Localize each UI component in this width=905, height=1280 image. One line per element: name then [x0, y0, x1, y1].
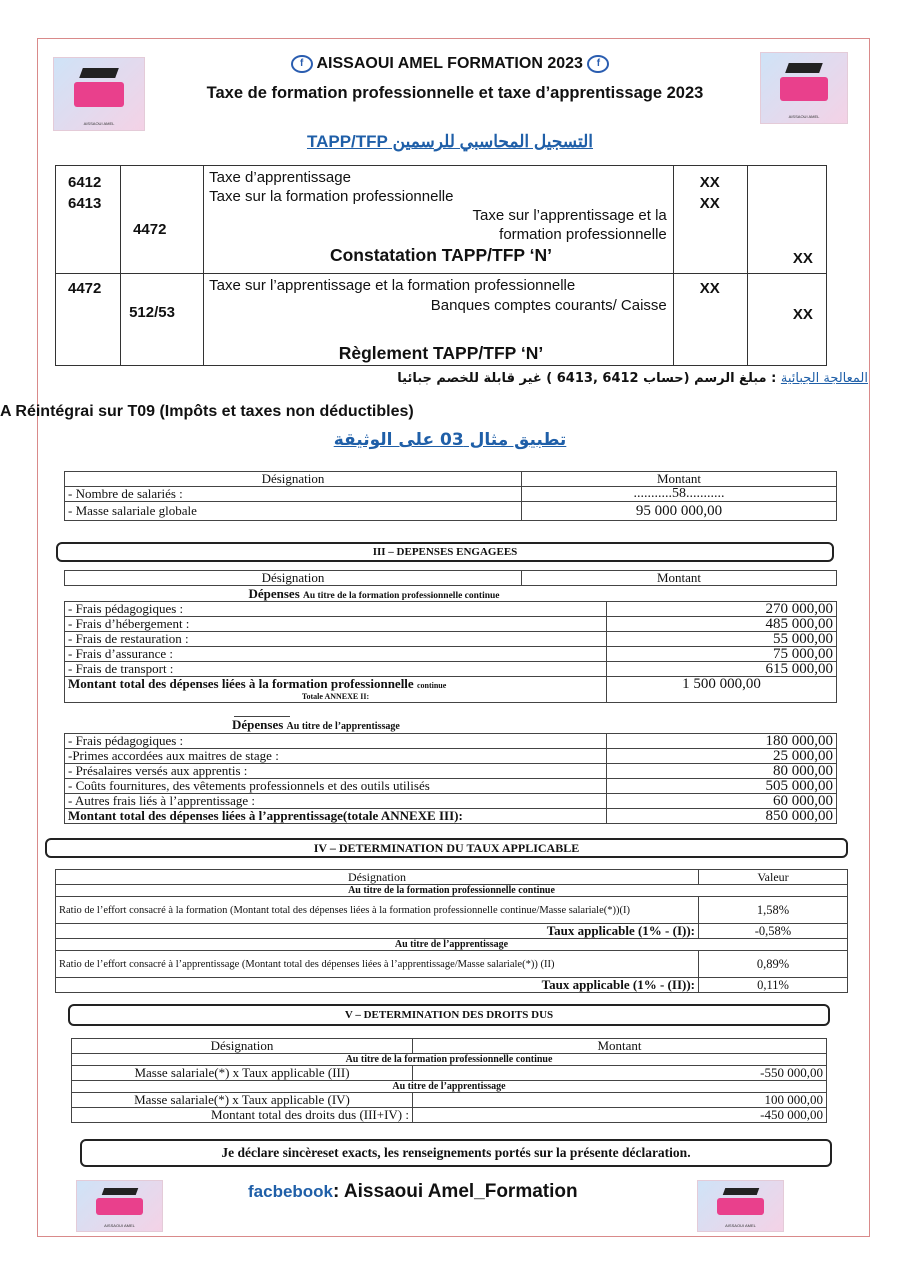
rate-table: Désignation Valeur Au titre de la formation professionnelle continue Ratio de l’effort consacré à la formation (Montant total des dépenses liées à la formation professionnelle continue/Masse salariale(*))(I) 1,58% Taux applicable (1% - (I)): -0,58% Au titre de l’apprentissage Ratio de l’effort consacré à l’apprentissage (Montant total des dépenses liées à l’apprentissage/Masse salariale(*)) (II) 0,89% Taux applicable (1% - (II)): 0,11% — [55, 869, 848, 993]
rate-row: Taux applicable (1% - (I)): -0,58% — [56, 924, 848, 939]
section-5-title: V – DETERMINATION DES DROITS DUS — [68, 1004, 830, 1026]
apprenticeship-expenses-table — [64, 733, 837, 824]
fiscal-note — [300, 371, 868, 386]
reintegration-note: A Réintégrai sur T09 (Impôts et taxes non déductibles) — [0, 403, 414, 420]
header-subtitle: Taxe de formation professionnelle et taxe d’apprentissage 2023 — [206, 84, 704, 102]
entry1-credit-account: 4472 — [121, 166, 204, 274]
table-row: - Frais d’assurance : 75 000,00 — [65, 647, 837, 662]
entry2-debit-account: 4472 — [56, 274, 121, 366]
table-row: - Masse salariale globale 95 000 000,00 — [65, 502, 837, 521]
table-row: Masse salariale(*) x Taux applicable (IV) 100 000,00 — [72, 1093, 827, 1108]
facebook-icon: f — [291, 55, 313, 73]
table-row: -Primes accordées aux maitres de stage : 25 000,00 — [65, 749, 837, 764]
logo-left: AISSAOUI AMEL — [53, 57, 145, 131]
section-3-title: III – DEPENSES ENGAGEES — [56, 542, 834, 562]
entry2-caption: Règlement TAPP/TFP ‘N’ — [338, 343, 544, 363]
table-row: - Autres frais liés à l’apprentissage : 60 000,00 — [65, 794, 837, 809]
footer-fb-label: facbebook — [248, 1182, 334, 1201]
col-designation: Désignation — [65, 472, 522, 487]
table-row: - Présalaires versés aux apprentis : 80 000,00 — [65, 764, 837, 779]
facebook-icon: f — [587, 55, 609, 73]
table-row: - Frais de restauration : 55 000,00 — [65, 632, 837, 647]
logo-footer-right: AISSAOUI AMEL — [697, 1180, 784, 1232]
entry1-caption: Constatation TAPP/TFP ‘N’ — [329, 245, 552, 265]
header-title-row — [150, 55, 750, 73]
entry1-debit-accounts: 6412 6413 — [56, 166, 121, 274]
total-row: Montant total des dépenses liées à l’apprentissage(totale ANNEXE III): 850 000,00 — [65, 809, 837, 824]
entry2-debit-amount: XX — [673, 274, 747, 366]
footer-fb-name: : Aissaoui Amel_Formation — [333, 1181, 578, 1202]
table-row: - Nombre de salariés : ...........58........... — [65, 487, 837, 502]
table-row: - Frais pédagogiques : 270 000,00 — [65, 602, 837, 617]
expenses-table-header: Désignation Montant — [64, 570, 837, 586]
arabic-heading: التسجيل المحاسبي للرسمين TAPP/TFP — [306, 132, 594, 151]
entry1-labels: Taxe d’apprentissage Taxe sur la formation professionnelle Taxe sur l’apprentissage et la formation professionnelle Constatation TAPP/TFP ‘N’ — [204, 166, 674, 274]
table-row: - Frais pédagogiques : 180 000,00 — [65, 734, 837, 749]
table-row: - Frais de transport : 615 000,00 — [65, 662, 837, 677]
logo-right: AISSAOUI AMEL — [760, 52, 848, 124]
ratio-row: Ratio de l’effort consacré à la formation (Montant total des dépenses liées à la formation professionnelle continue/Masse salariale(*))(I) 1,58% — [56, 897, 848, 924]
col-montant: Montant — [522, 472, 837, 487]
ratio-row: Ratio de l’effort consacré à l’apprentissage (Montant total des dépenses liées à l’apprentissage/Masse salariale(*)) (II) 0,89% — [56, 951, 848, 978]
header-title: AISSAOUI AMEL FORMATION 2023 — [316, 55, 583, 73]
group1-heading: Dépenses Au titre de la formation professionnelle continue — [248, 586, 500, 601]
entry2-credit-amount: XX — [747, 274, 826, 366]
declaration: Je déclare sincèreset exacts, les renseignements portés sur la présente déclaration. — [80, 1139, 832, 1167]
training-expenses-table — [64, 601, 837, 703]
rate-row: Taux applicable (1% - (II)): 0,11% — [56, 978, 848, 993]
total-row: Montant total des dépenses liées à la formation professionnelle continue Totale ANNEXE II: 1 500 000,00 — [65, 677, 837, 703]
fiscal-note-text: : مبلغ الرسم (حساب 6412 ,6413 ) غير قابلة للخصم جبائيا — [397, 371, 777, 386]
entry1-debit-amounts: XX XX — [673, 166, 747, 274]
example-heading: تطبيق مثال 03 على الوثيقة — [333, 430, 567, 450]
table-row: Masse salariale(*) x Taux applicable (III) -550 000,00 — [72, 1066, 827, 1081]
group2-heading: Dépenses Au titre de l’apprentissage — [232, 717, 400, 732]
fiscal-note-label: المعالجة الجبائية — [780, 371, 868, 386]
salary-table — [64, 471, 837, 521]
total-row: Montant total des droits dus (III+IV) : -450 000,00 — [72, 1108, 827, 1123]
footer-facebook — [248, 1181, 578, 1203]
journal-table — [55, 165, 827, 366]
logo-footer-left: AISSAOUI AMEL — [76, 1180, 163, 1232]
entry2-credit-account: 512/53 — [121, 274, 204, 366]
section-4-title: IV – DETERMINATION DU TAUX APPLICABLE — [45, 838, 848, 858]
entry1-credit-amount: XX — [747, 166, 826, 274]
duties-table: Désignation Montant Au titre de la formation professionnelle continue Masse salariale(*) x Taux applicable (III) -550 000,00 Au titre de l’apprentissage Masse salariale(*) x Taux applicable (IV) 100 000,00 Montant total des droits dus (III+IV) : -450 000,00 — [71, 1038, 827, 1123]
table-row: - Frais d’hébergement : 485 000,00 — [65, 617, 837, 632]
entry2-labels: Taxe sur l’apprentissage et la formation professionnelle Banques comptes courants/ Caisse Règlement TAPP/TFP ‘N’ — [204, 274, 674, 366]
table-row: - Coûts fournitures, des vêtements professionnels et des outils utilisés 505 000,00 — [65, 779, 837, 794]
